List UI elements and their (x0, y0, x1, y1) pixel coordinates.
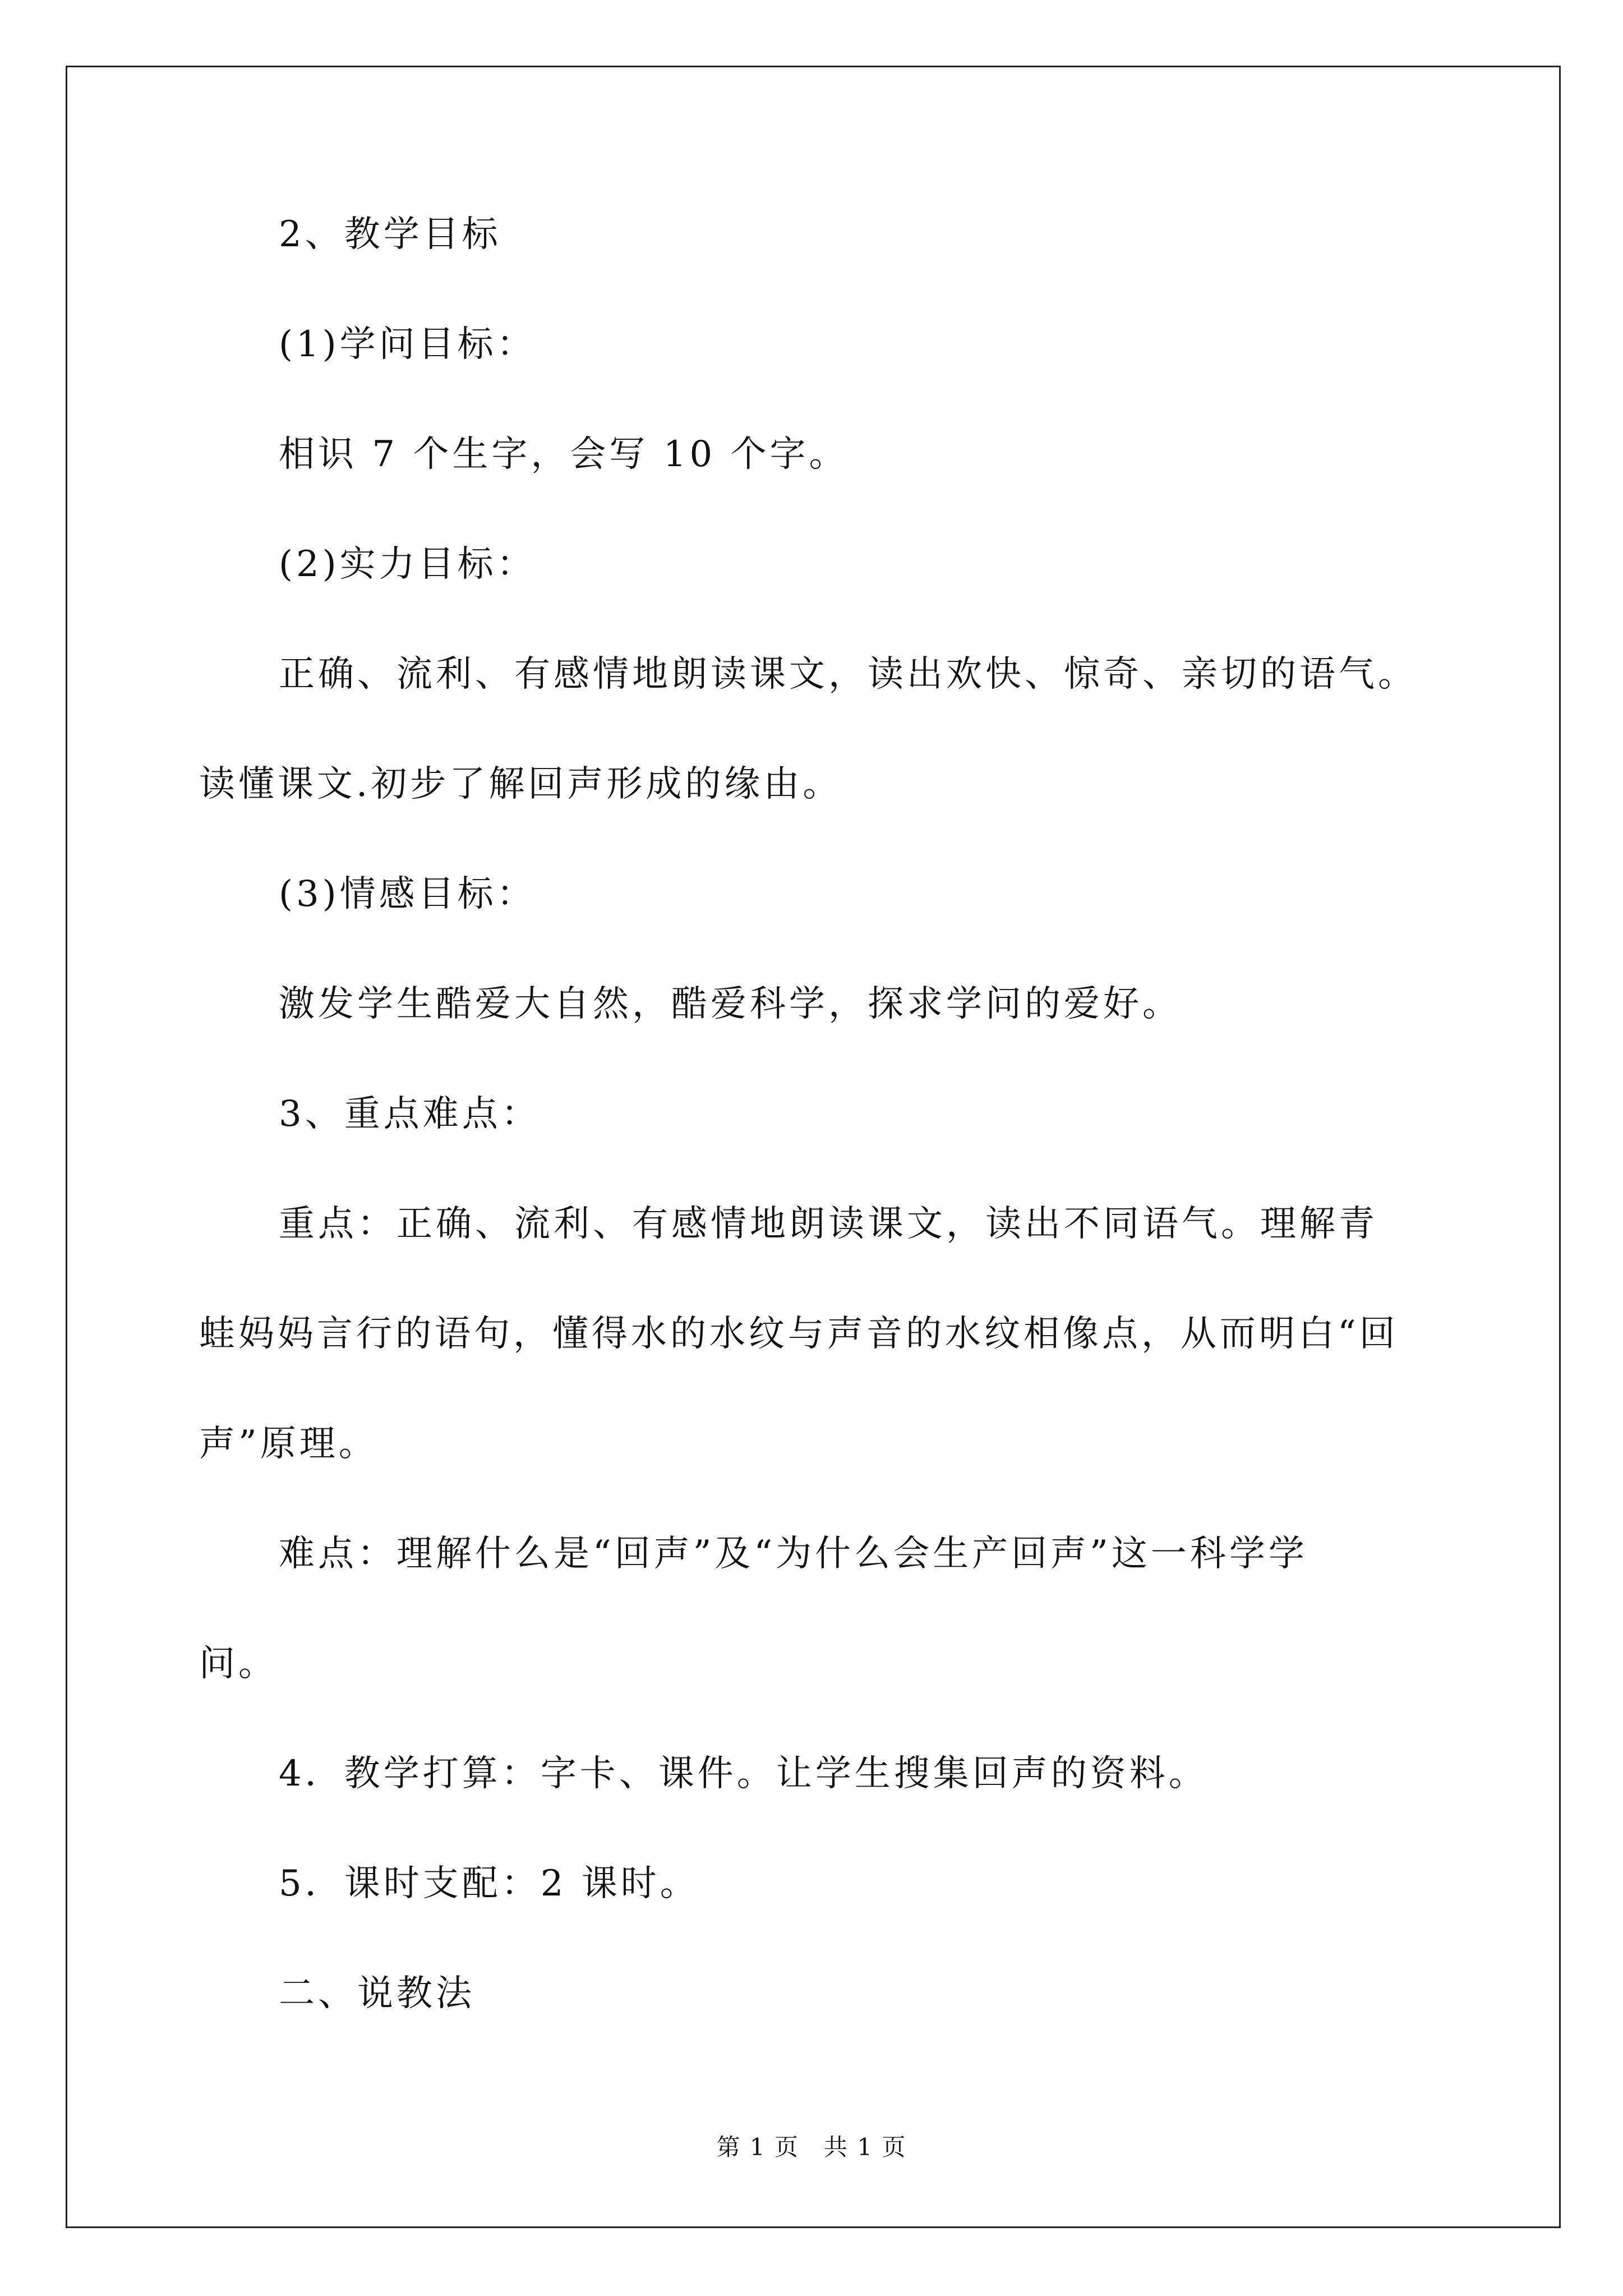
page-number-footer: 第 1 页 共 1 页 (716, 2133, 907, 2161)
key-point-text-line-1: 重点：正确、流利、有感情地朗读课文，读出不同语气。理解青 (279, 1203, 1378, 1245)
key-point-text-line-3: 声”原理。 (199, 1423, 378, 1465)
goal-emotion-text: 激发学生酷爱大自然，酷爱科学，探求学问的爱好。 (279, 983, 1182, 1025)
difficult-point-text-line-1: 难点：理解什么是“回声”及“为什么会生产回声”这一科学学 (279, 1533, 1308, 1575)
goal-knowledge-heading: (1)学问目标： (279, 324, 536, 365)
section-heading-teaching-method: 二、说教法 (279, 1973, 475, 2014)
goal-ability-heading: (2)实力目标： (279, 544, 536, 585)
section-heading-key-points: 3、重点难点： (279, 1093, 541, 1135)
goal-emotion-heading: (3)情感目标： (279, 873, 536, 915)
difficult-point-text-line-2: 问。 (199, 1643, 278, 1685)
goal-ability-text-line-2: 读懂课文.初步了解回声形成的缘由。 (199, 763, 842, 805)
goal-ability-text-line-1: 正确、流利、有感情地朗读课文，读出欢快、惊奇、亲切的语气。 (279, 654, 1417, 695)
class-hour-arrangement: 5．课时支配：2 课时。 (279, 1863, 699, 1904)
section-heading-teaching-goals: 2、教学目标 (279, 214, 501, 255)
key-point-text-line-2: 蛙妈妈言行的语句，懂得水的水纹与声音的水纹相像点，从而明白“回 (199, 1313, 1399, 1355)
goal-knowledge-text: 相识 7 个生字，会写 10 个字。 (279, 434, 849, 475)
teaching-preparation: 4．教学打算：字卡、课件。让学生搜集回声的资料。 (279, 1753, 1208, 1795)
